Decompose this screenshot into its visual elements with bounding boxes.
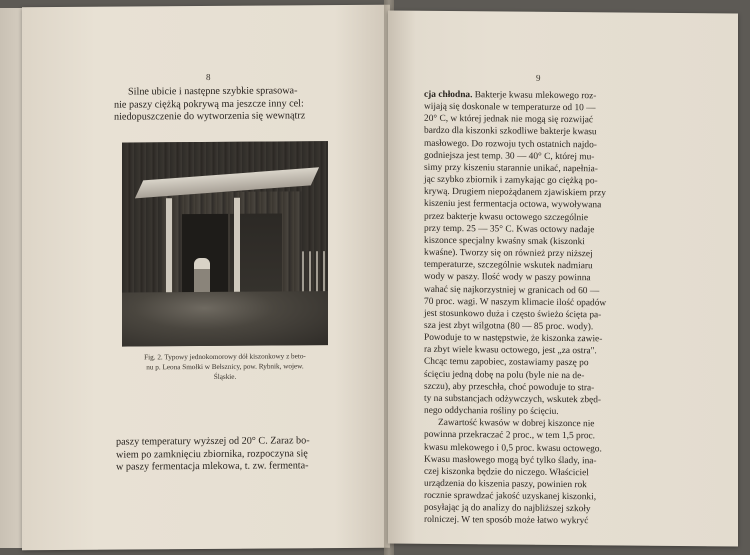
text-line: wody w paszy. Ilość wody w paszy powinna: [424, 272, 591, 284]
bold-term: cja chłodna.: [424, 89, 473, 101]
text-line: cja chłodna. Bakterje kwasu mlekowego roz-: [424, 89, 597, 102]
text-line: Powoduje to w następstwie, że kiszonka zawie-: [424, 332, 603, 345]
figure-caption: [116, 351, 334, 383]
left-page: [22, 5, 390, 551]
text-line: kiszonce specjalny kwaśny smak (kiszonki: [424, 235, 585, 248]
text-line: niedopuszczenie do wytworzenia się wewnątrz: [114, 110, 306, 123]
text-line: urządzenia do kiszenia paszy, powinien rok: [424, 478, 587, 491]
text-line: rocznie sprawdzać jakość uzyskanej kiszonki,: [424, 490, 597, 503]
text-line: 20° C, w której jednak nie mogą się rozwijać: [424, 114, 594, 126]
page-number-right: 9: [536, 72, 541, 83]
right-page: [388, 10, 738, 546]
text-line: posyłając ją do analizy do najbliższej szkoły: [424, 503, 591, 515]
caption-line: Fig. 2. Typowy jednokomorowy dół kiszonkowy z beto-: [144, 352, 306, 362]
text-line: paszy temperatury wyższej od 20° C. Zaraz bo-: [116, 435, 310, 448]
text-line: Chcąc temu zapobiec, zostawiamy paszę po: [424, 357, 589, 369]
caption-line: nu p. Leona Smołki w Bełsznicy, pow. Rybnik, wojew.: [146, 362, 304, 372]
text-line: ra zbyt wiele kwasu octowego, jest „za ostra".: [424, 345, 597, 357]
text-line: masłowego. Do rozwoju tych ostatnich najdo-: [424, 138, 597, 150]
text-line: wiem po zamknięciu zbiornika, rozpoczyna się: [116, 447, 308, 461]
text-line: Kwasu masłowego mogą być tylko ślady, ina-: [424, 454, 597, 466]
text-line: kwaśne). Tworzy się on również przy niższej: [424, 247, 593, 260]
text-line: temperaturze, szczególnie wskutek nadmiaru: [424, 259, 593, 272]
text-line: wijają się doskonale w temperaturze od 10 —: [424, 101, 596, 114]
text-line: w paszy fermentacja mlekowa, t. zw. fermenta-: [116, 460, 309, 473]
right-paragraph: [424, 89, 656, 529]
text-line: sza jest zbyt wilgotna (80 — 85 proc. wody).: [424, 320, 594, 333]
text-line: ścięciu jedną dobę na polu (byle nie na de-: [424, 369, 585, 381]
text-line: 70 proc. wagi. W naszym klimacie ilość opadów: [424, 296, 607, 309]
page-number-left: 8: [206, 71, 211, 82]
text-line: rolniczej. W ten sposób może łatwo wykryć: [424, 515, 589, 527]
text-line: czej kiszonka będzie do niczego. Właściciel: [424, 466, 589, 479]
text-line: kiszeniu jest fermentacja octowa, wywoływana: [424, 199, 602, 211]
text-line: Zawartość kwasów w dobrej kiszonce nie: [438, 418, 595, 430]
right-lines: [424, 101, 656, 528]
text-line: nie paszy ciężką pokrywą ma jeszcze inny cel:: [114, 97, 304, 111]
text-line: ty na substancjach odżywczych, wskutek zbęd-: [424, 393, 602, 406]
text-line: jąc szybko zbiornik i zamykając go ciężką po-: [424, 174, 598, 187]
text-line: jest stosunkowo duża i często świeżo ścięta pa-: [424, 308, 602, 321]
text-line: bardzo dla kiszonki szkodliwe bakterje kwasu: [424, 126, 597, 138]
text-line: przy temp. 25 — 35° C. Kwas octowy nadaje: [424, 223, 595, 235]
text-line: Silne ubicie i następne szybkie sprasowa-: [128, 85, 298, 98]
text-line: przez bakterje kwasu octowego szczególnie: [424, 211, 588, 223]
left-top-paragraph: [114, 85, 340, 124]
text-line: powinna przekraczać 2 proc., w tem 1,5 proc.: [424, 430, 596, 442]
text-line: godniejsza jest temp. 30 — 40° C, której mu-: [424, 150, 595, 163]
caption-line: Śląskie.: [213, 372, 237, 381]
text-line: kwasu mlekowego i 0,5 proc. kwasu octowego.: [424, 442, 602, 454]
text-line: wahać się najkorzystniej w granicach od 60 —: [424, 284, 600, 296]
text-line: krywą. Drugiem niepożądanem zjawiskiem przy: [424, 187, 606, 199]
text-line: szczu), aby przeschła, choć powoduje to stra-: [424, 381, 595, 394]
figure-photo-silage-pit: [122, 141, 328, 346]
text-line: nego oddychania rośliny po ścięciu.: [424, 405, 559, 418]
text-line: simy przy kiszeniu starannie unikać, napełnia-: [424, 162, 598, 175]
left-bottom-paragraph: [116, 435, 342, 474]
